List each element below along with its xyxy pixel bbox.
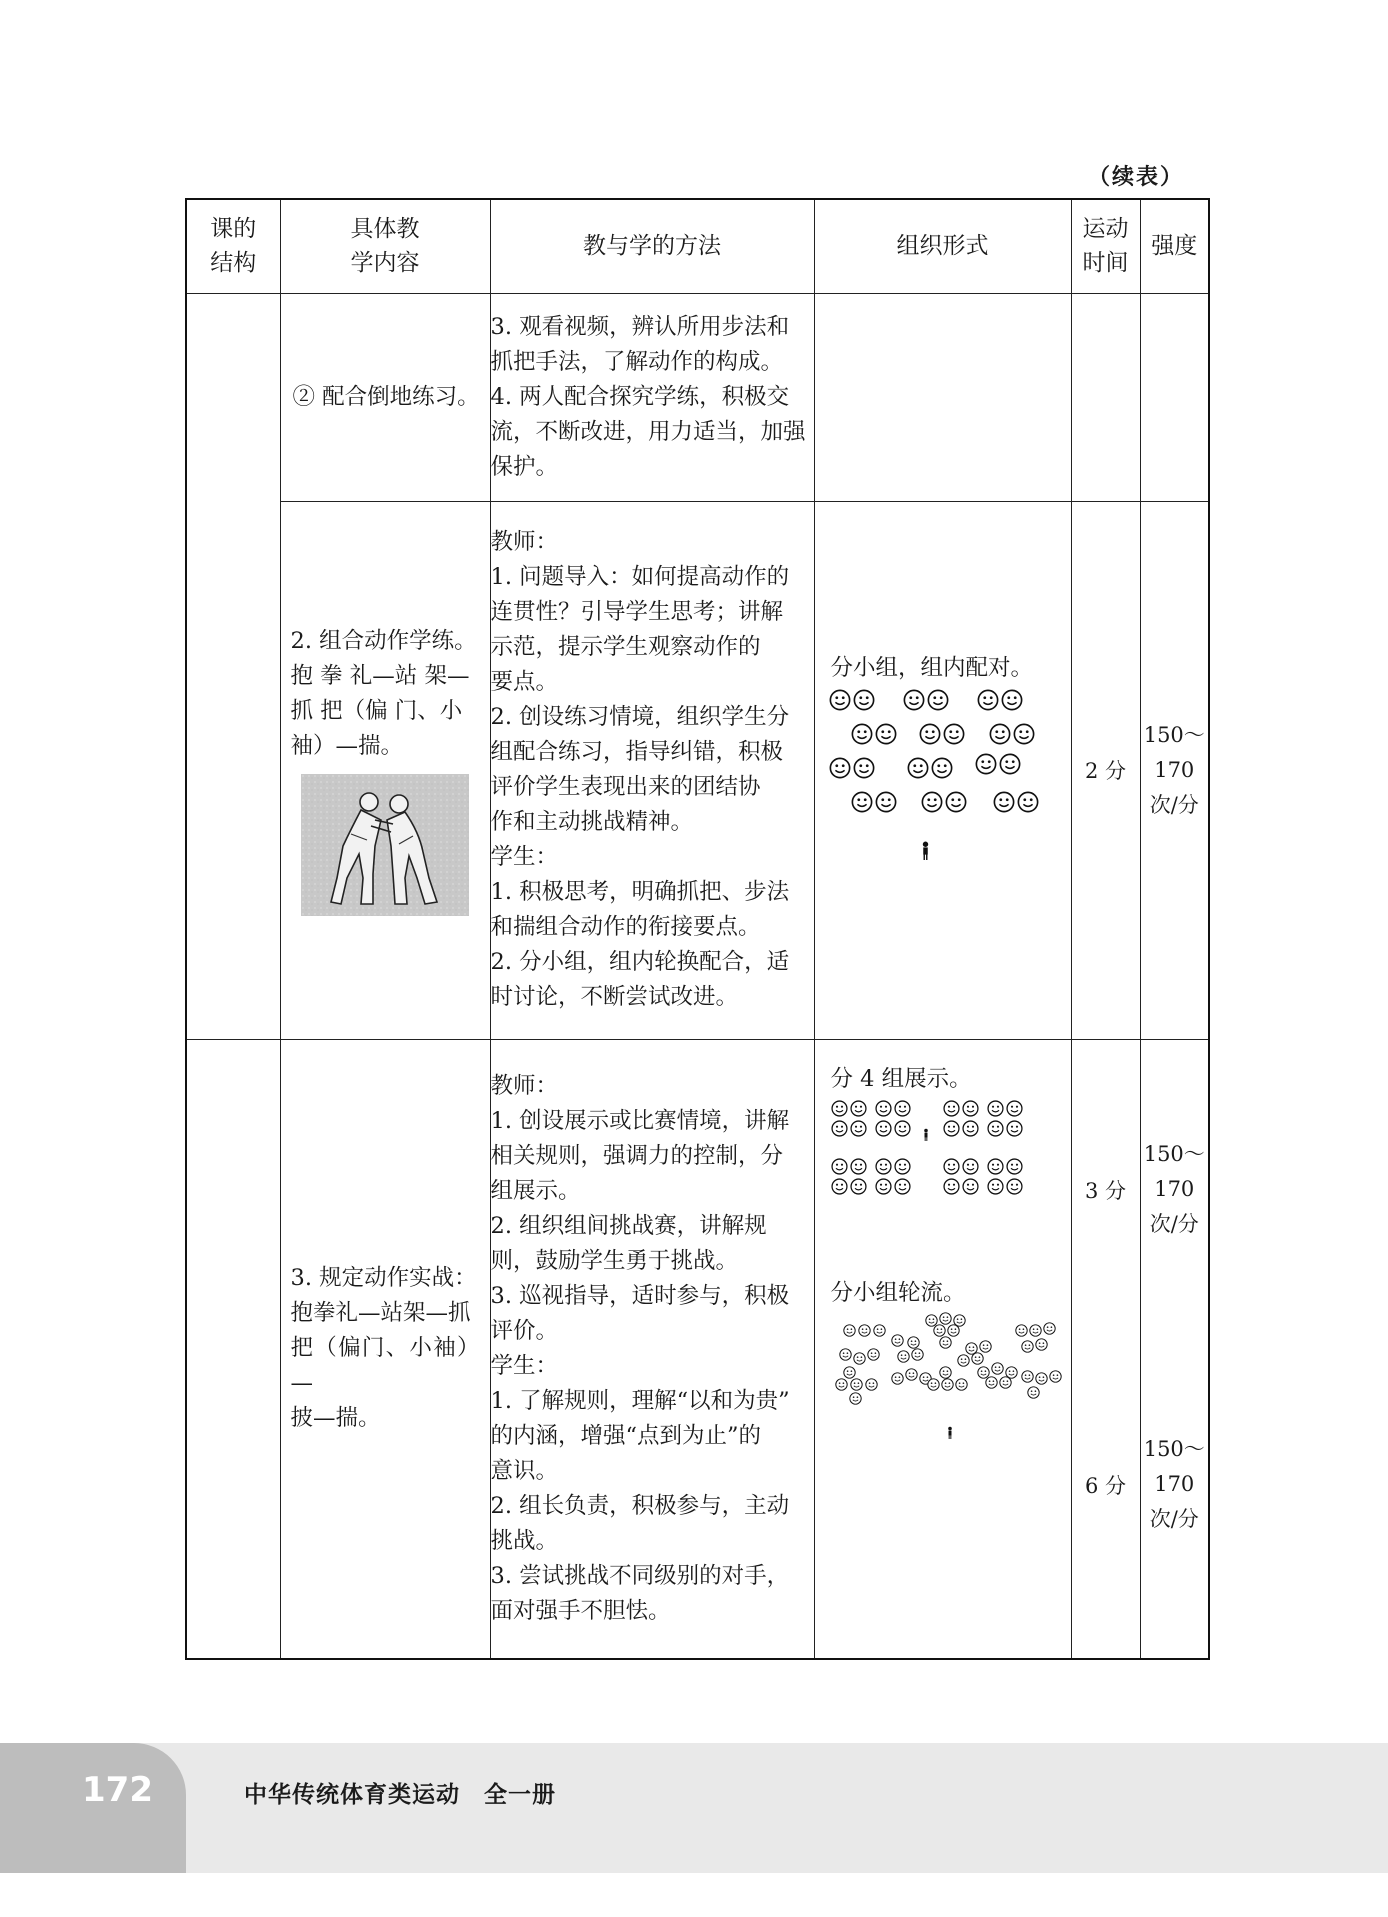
page-number: 172	[82, 1770, 153, 1810]
pairing-diagram	[815, 685, 1072, 885]
structure-cell-2	[186, 1039, 280, 1659]
time-cell	[1071, 293, 1140, 501]
structure-cell-1	[186, 293, 280, 1039]
intensity-cell	[1140, 1039, 1209, 1659]
lesson-plan-table	[185, 198, 1210, 1660]
header-methods: 教与学的方法	[490, 199, 814, 293]
header-time: 运动 时间	[1071, 199, 1140, 293]
teacher-icon	[948, 1426, 952, 1438]
organization-cell	[814, 293, 1071, 501]
intensity-cell: 150～ 170 次/分	[1140, 501, 1209, 1039]
content-cell: ② 配合倒地练习。	[280, 293, 490, 501]
rotation-diagram	[815, 1310, 1072, 1460]
group-bottom-right	[944, 1159, 1022, 1194]
organization-cell	[814, 501, 1071, 1039]
header-row	[186, 199, 1209, 293]
content-cell: 2. 组合动作学练。 抱 拳 礼—站 架— 抓 把（偏 门、小 袖）—揣。	[280, 501, 490, 1039]
student-pairs	[830, 690, 1037, 811]
organization-cell	[814, 1039, 1071, 1659]
header-intensity: 强度	[1140, 199, 1209, 293]
teacher-icon	[924, 1128, 928, 1140]
group-top-right	[944, 1101, 1022, 1136]
book-title: 中华传统体育类运动 全一册	[244, 1782, 556, 1808]
teacher-icon	[922, 842, 927, 860]
intensity-cell	[1140, 293, 1209, 501]
header-structure: 课的 结构	[186, 199, 280, 293]
organization-label: 分 4 组展示。	[830, 1065, 972, 1092]
header-content: 具体教 学内容	[280, 199, 490, 293]
group-top-left	[832, 1101, 910, 1136]
time-cell: 2 分	[1071, 501, 1140, 1039]
time-b: 6 分	[1084, 1473, 1127, 1498]
organization-label: 分小组，组内配对。	[830, 655, 1034, 681]
table-row	[186, 501, 1209, 1039]
methods-cell: 教师： 1. 问题导入：如何提高动作的 连贯性？引导学生思考；讲解 示范，提示学生观察动作的 要点。 2. 创设练习情境，组织学生分 组配合练习，指导纠错，积极 评价学生表现出来的团结协 作和主动挑战精神。 学生： 1. 积极思考，明确抓把、步法 和揣组合动作的衔接要点。 2. 分小组，组内轮换配合，适 时讨论，不断尝试改进。	[490, 501, 814, 1039]
footer-bar	[0, 1743, 1388, 1873]
header-organization: 组织形式	[814, 199, 1071, 293]
methods-cell: 3. 观看视频，辨认所用步法和 抓把手法，了解动作的构成。 4. 两人配合探究学练，积极交 流，不断改进，用力适当，加强 保护。	[490, 293, 814, 501]
intensity-a: 150～ 170 次/分	[1143, 1142, 1205, 1236]
organization-label: 分小组轮流。	[830, 1279, 966, 1306]
judo-pair-photo	[301, 774, 469, 916]
four-group-diagram	[815, 1096, 1072, 1216]
content-cell: 3. 规定动作实战： 抱拳礼—站架—抓 把（偏门、小袖）— 披—揣。	[280, 1039, 490, 1659]
group-bottom-left	[832, 1159, 910, 1194]
student-clusters	[835, 1312, 1060, 1403]
continued-label: （续表）	[1088, 165, 1185, 190]
table-row	[186, 293, 1209, 501]
table-row	[186, 1039, 1209, 1659]
time-a: 3 分	[1084, 1178, 1127, 1203]
time-cell	[1071, 1039, 1140, 1659]
methods-cell: 教师： 1. 创设展示或比赛情境，讲解 相关规则，强调力的控制，分 组展示。 2. 组织组间挑战赛，讲解规 则，鼓励学生勇于挑战。 3. 巡视指导，适时参与，积极 评价。 学生： 1. 了解规则，理解“以和为贵” 的内涵，增强“点到为止”的 意识。 2. 组长负责，积极参与，主动 挑战。 3. 尝试挑战不同级别的对手， 面对强手不胆怯。	[490, 1039, 814, 1659]
intensity-b: 150～ 170 次/分	[1143, 1437, 1205, 1531]
